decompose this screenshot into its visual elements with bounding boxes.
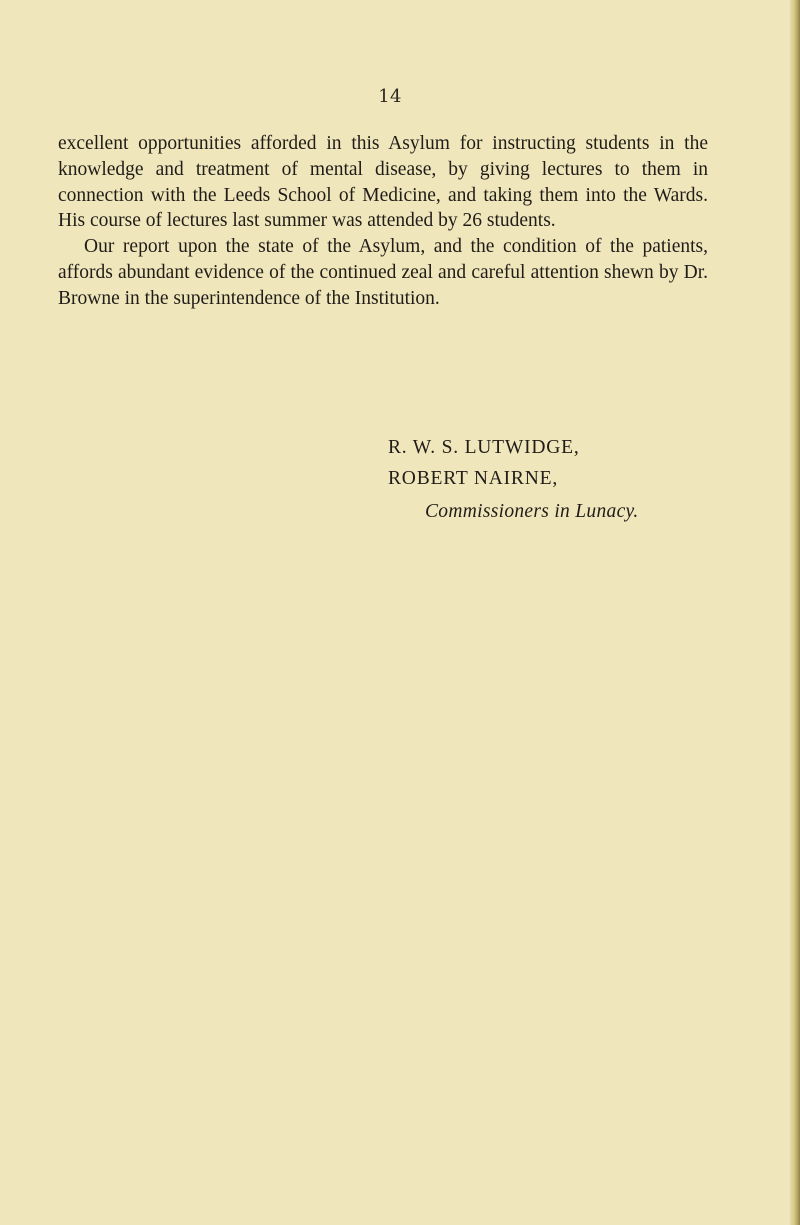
paragraph-2: Our report upon the state of the Asylum, and the condition of the patients, affords abundant evidence of the continued zeal and careful attention shewn by Dr. Browne in the superintendence of the Institution. <box>58 236 708 309</box>
signature-nairne: ROBERT NAIRNE, <box>388 468 559 489</box>
signatory-title: Commissioners in Lunacy. <box>425 501 639 522</box>
signature-lutwidge: R. W. S. LUTWIDGE, <box>388 437 580 458</box>
paragraph-1: excellent opportunities afforded in this Asylum for instructing students in the knowledge and treatment of mental disease, by giving lectures to them in connection with the Leeds School of Medicine, and taking them into the Wards. His course of lectures last summer was attended by 26 students. <box>58 133 708 232</box>
page-number: 14 <box>378 86 402 107</box>
